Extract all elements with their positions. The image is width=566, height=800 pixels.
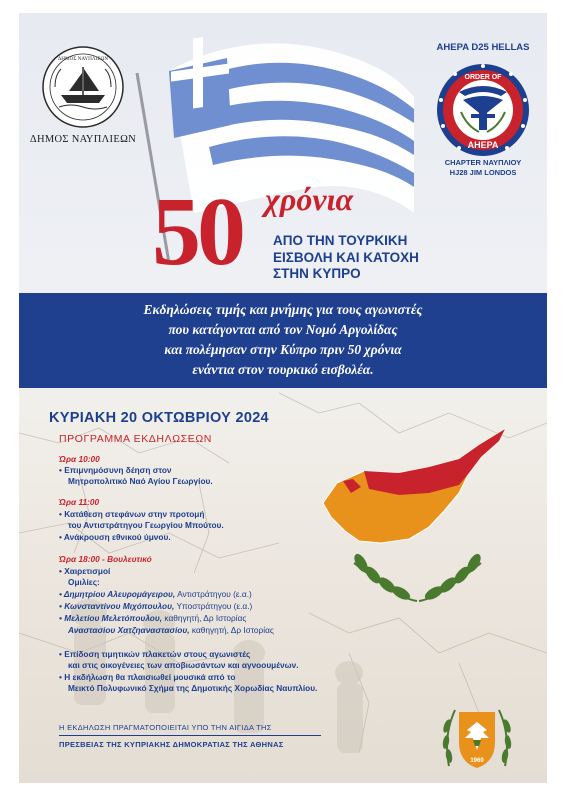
subtitle-line2: ΕΙΣΒΟΛΗ ΚΑΙ ΚΑΤΟΧΗ	[273, 249, 419, 265]
speaker-name: • Κωνσταντίνου Μιχόπουλου,	[59, 601, 175, 611]
program-title: ΠΡΟΓΡΑΜΜΑ ΕΚΔΗΛΩΣΕΩΝ	[59, 433, 212, 445]
band-line-1: Εκδηλώσεις τιμής και μνήμης για τους αγωνιστές	[143, 302, 423, 317]
speaker-line	[59, 589, 252, 600]
program-item: Μεικτό Πολυφωνικό Σχήμα της Δημοτικής Χορωδίας Ναυπλίου.	[68, 683, 318, 693]
speaker-role: καθηγητή, Δρ Ιστορίας	[189, 625, 274, 635]
emblem-year: 1960	[470, 758, 484, 764]
ahepa-chapter-line1: CHAPTER ΝΑΥΠΛΙΟΥ	[444, 158, 522, 167]
program-item: Μητροπολιτικό Ναό Αγίου Γεωργίου.	[68, 476, 213, 486]
event-date: ΚΥΡΙΑΚΗ 20 ΟΚΤΩΒΡΙΟΥ 2024	[49, 410, 269, 426]
speaker-role: καθηγητή, Δρ Ιστορίας	[162, 613, 247, 623]
speaker-name: Αναστασίου Χατζηαναστασίου,	[68, 625, 190, 635]
band-line-2: που κατάγονται από τον Νομό Αργολίδας	[168, 322, 398, 337]
program-item: • Επιμνημόσυνη δέηση στον	[59, 465, 172, 475]
dedication-band	[19, 293, 547, 388]
olive-branches	[353, 553, 482, 601]
program-item: • Επίδοση τιμητικών πλακετών στους αγωνιστές	[59, 649, 251, 659]
speaker-role: Υποστράτηγου (ε.α.)	[174, 601, 253, 611]
municipality-seal-icon	[41, 45, 125, 129]
ahepa-logo-icon	[433, 60, 533, 160]
speaker-name: • Μελετίου Μελετόπουλου,	[59, 613, 163, 623]
cyprus-coat-of-arms-icon	[437, 696, 517, 776]
program-item: και στις οικογένειες των αποβιωσάντων και αγνοουμένων.	[68, 660, 299, 670]
cyprus-map-icon	[309, 423, 534, 623]
ahepa-chapter-line2: HJ28 JIM LONDOS	[449, 168, 517, 177]
speaker-role: Αντιστράτηγου (ε.α.)	[175, 589, 252, 599]
footer-line2: ΠΡΕΣΒΕΙΑΣ ΤΗΣ ΚΥΠΡΙΑΚΗΣ ΔΗΜΟΚΡΑΤΙΑΣ ΤΗΣ ΑΘΗΝΑΣ	[59, 740, 284, 749]
subtitle-line1: ΑΠΟ ΤΗΝ ΤΟΥΡΚΙΚΗ	[273, 233, 408, 248]
subtitle-line3: ΣΤΗΝ ΚΥΠΡΟ	[273, 266, 361, 281]
program-item: • Κατάθεση στεφάνων στην προτομή	[59, 509, 205, 519]
headline-word: χρόνια	[265, 181, 354, 217]
footer-line1: Η ΕΚΔΗΛΩΣΗ ΠΡΑΓΜΑΤΟΠΟΙΕΙΤΑΙ ΥΠΟ ΤΗΝ ΑΙΓΙΔΑ ΤΗΣ	[59, 723, 272, 732]
program-time-3: Ώρα 18:00 - Βουλευτικό	[59, 554, 152, 564]
ahepa-title: AHEPA D25 HELLAS	[436, 42, 530, 53]
program-item: • Ανάκρουση εθνικού ύμνου.	[59, 532, 171, 542]
ahepa-logo-top-text: ORDER OF	[464, 74, 502, 81]
headline-subtitle	[273, 233, 453, 283]
program-item: • Η εκδήλωση θα πλαισιωθεί μουσικά από το	[59, 672, 236, 682]
headline-number: 50	[152, 178, 242, 286]
ahepa-logo-bottom-text: AHEPA	[467, 140, 499, 150]
speaker-line	[59, 601, 252, 612]
program-time-2: Ώρα 11:00	[59, 497, 100, 507]
seal-text: ΔΗΜΟΣ ΝΑΥΠΛΙΕΩΝ	[57, 56, 109, 62]
program-item: • Χαιρετισμοί	[59, 566, 111, 576]
program-time-1: Ώρα 10:00	[59, 454, 100, 464]
speaker-name: • Δημητρίου Αλευρομάγειρου,	[59, 589, 176, 599]
speaker-line	[68, 625, 274, 636]
speaker-line	[59, 613, 246, 624]
program-item: του Αντιστράτηγου Γεωργίου Μπούτου.	[68, 520, 224, 530]
municipality-name: ΔΗΜΟΣ ΝΑΥΠΛΙΕΩΝ	[29, 134, 137, 145]
band-line-3: και πολέμησαν στην Κύπρο πριν 50 χρόνια	[164, 342, 402, 357]
footer-divider	[59, 735, 321, 736]
band-line-4: ενάντια στον τουρκικό εισβολέα.	[192, 362, 374, 377]
ahepa-chapter	[419, 158, 547, 178]
poster	[19, 13, 547, 783]
program-item: Ομιλίες:	[68, 577, 100, 587]
